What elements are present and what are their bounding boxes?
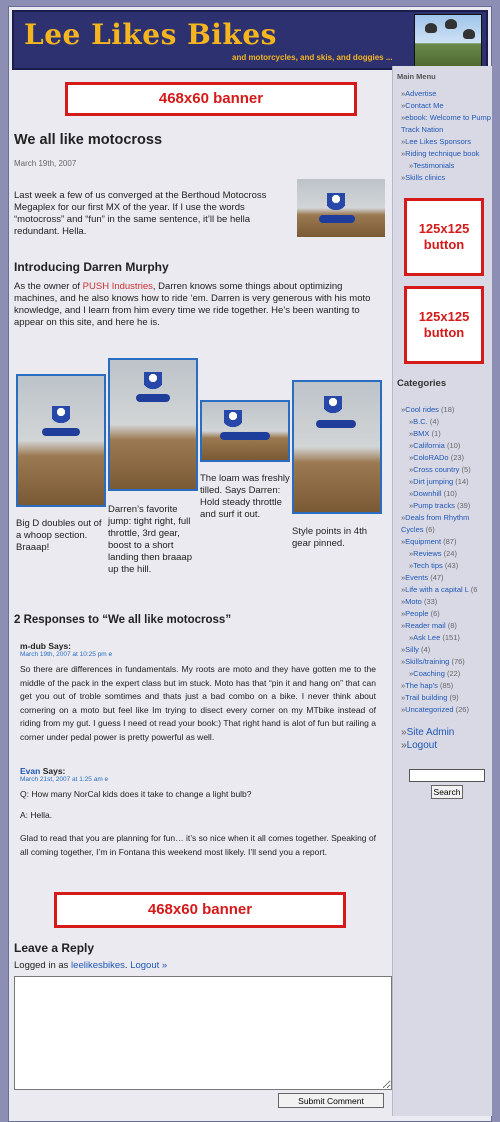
ad-button-text: 125x125 bbox=[418, 221, 470, 236]
comment-body-question: Q: How many NorCal kids does it take to change a light bulb? bbox=[20, 789, 252, 799]
category-item[interactable] bbox=[401, 512, 493, 536]
category-item-count: (6) bbox=[425, 525, 435, 534]
category-item-count: (85) bbox=[439, 681, 454, 690]
comment-textarea[interactable] bbox=[14, 976, 392, 1090]
menu-item[interactable] bbox=[401, 148, 493, 160]
category-item-label[interactable]: Skills/training bbox=[405, 657, 450, 666]
para2-text-post: , Darren knows some things about optimizing machines, and he also knows how to ride ‘em. Darren is very generous with his moto knowledge, and I learn from him every time we ride together. He’s been wanting to appear on this site, and here he is. bbox=[14, 281, 371, 328]
comment-author bbox=[20, 766, 65, 776]
admin-logout-link[interactable]: » Logout bbox=[401, 739, 454, 752]
category-item-label[interactable]: Coaching bbox=[413, 669, 445, 678]
top-banner-ad[interactable]: 468x60 banner bbox=[65, 82, 357, 116]
sidebar-ad-button-1[interactable] bbox=[404, 198, 484, 276]
category-item[interactable] bbox=[401, 644, 493, 656]
post-paragraph-2 bbox=[14, 281, 380, 329]
category-item[interactable] bbox=[401, 572, 493, 584]
category-item-label[interactable]: Equipment bbox=[405, 537, 442, 546]
category-item[interactable] bbox=[401, 536, 493, 548]
main-content bbox=[8, 66, 392, 1116]
category-item-count: (4) bbox=[429, 417, 440, 426]
gallery-photo-4[interactable] bbox=[292, 380, 382, 514]
comment-author-link[interactable]: Evan bbox=[20, 766, 41, 776]
category-item[interactable] bbox=[401, 680, 493, 692]
ad-button-text: button bbox=[423, 325, 465, 340]
menu-item[interactable] bbox=[401, 172, 493, 184]
post-date: March 19th, 2007 bbox=[14, 159, 77, 168]
category-item-label[interactable]: Reader mail bbox=[405, 621, 446, 630]
category-item-count: (23) bbox=[450, 453, 465, 462]
category-item-count: (8) bbox=[447, 621, 457, 630]
comment-body-answer: A: Hella. bbox=[20, 810, 53, 820]
category-item-count: (18) bbox=[441, 405, 455, 414]
search-button[interactable]: Search bbox=[431, 785, 463, 799]
comment-author: m-dub Says: bbox=[20, 641, 72, 651]
category-item-label[interactable]: Deals from Rhythm Cycles bbox=[401, 513, 470, 534]
category-item[interactable] bbox=[401, 692, 493, 704]
sidebar bbox=[392, 66, 492, 1116]
category-item[interactable] bbox=[401, 668, 493, 680]
responses-heading: 2 Responses to “We all like motocross” bbox=[14, 614, 232, 626]
category-item-label[interactable]: BMX bbox=[413, 429, 430, 438]
category-item-label[interactable]: Tech tips bbox=[413, 561, 443, 570]
category-item-count: (33) bbox=[423, 597, 438, 606]
category-item-count: (151) bbox=[442, 633, 460, 642]
gallery-photo-3[interactable] bbox=[200, 400, 290, 462]
category-item-label[interactable]: Ask Lee bbox=[413, 633, 441, 642]
para2-text-pre: As the owner of bbox=[14, 281, 83, 292]
category-item-label[interactable]: Life with a capital L bbox=[405, 585, 469, 594]
category-item-count: (22) bbox=[446, 669, 461, 678]
site-header bbox=[12, 10, 488, 70]
menu-item-label[interactable]: ebook: Welcome to Pump Track Nation bbox=[401, 113, 491, 134]
category-item[interactable] bbox=[401, 608, 493, 620]
menu-item-label[interactable]: Riding technique book bbox=[405, 149, 480, 158]
bottom-banner-ad[interactable]: 468x60 banner bbox=[54, 892, 346, 928]
category-item-count: (76) bbox=[451, 657, 465, 666]
post-subheading: Introducing Darren Murphy bbox=[14, 260, 169, 274]
category-item[interactable] bbox=[401, 632, 493, 644]
category-item-count: (4) bbox=[421, 645, 431, 654]
category-item[interactable] bbox=[401, 656, 493, 668]
category-item-count: (6) bbox=[430, 609, 440, 618]
category-item-label[interactable]: The hap's bbox=[405, 681, 438, 690]
category-item-label[interactable]: ColoRADo bbox=[413, 453, 449, 462]
category-item[interactable] bbox=[401, 584, 493, 596]
categories-list bbox=[401, 404, 493, 716]
menu-item[interactable] bbox=[401, 112, 493, 136]
category-item-label[interactable]: Silly bbox=[405, 645, 419, 654]
category-item-label[interactable]: Dirt jumping bbox=[413, 477, 454, 486]
comment-body: Glad to read that you are planning for fun… it’s so nice when it all comes together. Speaking of all coming together, I’m in Fontana this weekend most likely. I’ll send you a report. bbox=[20, 833, 376, 857]
category-item[interactable] bbox=[401, 428, 493, 440]
admin-links bbox=[401, 726, 454, 752]
category-item[interactable] bbox=[401, 704, 493, 716]
category-item-label[interactable]: Pump tracks bbox=[413, 501, 455, 510]
category-item-count: (1) bbox=[431, 429, 441, 438]
main-menu-heading: Main Menu bbox=[397, 72, 436, 81]
category-item[interactable] bbox=[401, 500, 493, 512]
site-admin-link[interactable]: » Site Admin bbox=[401, 726, 454, 739]
comment-date-link[interactable]: March 19th, 2007 at 10:25 pm e bbox=[20, 651, 113, 658]
category-item-count: (39) bbox=[456, 501, 471, 510]
category-item-count: (14) bbox=[455, 477, 469, 486]
category-item-count: (10) bbox=[443, 489, 457, 498]
main-menu-list bbox=[401, 88, 493, 184]
post-paragraph-1: Last week a few of us converged at the Berthoud Motocross Megaplex for our first MX of the year. If I use the words “motocross” and “fun” in the same sentence, it’ll be hella redundant. Hella. bbox=[14, 190, 267, 237]
category-item[interactable] bbox=[401, 620, 493, 632]
category-item[interactable] bbox=[401, 464, 493, 476]
submit-comment-button[interactable]: Submit Comment bbox=[278, 1093, 384, 1108]
category-item[interactable] bbox=[401, 404, 493, 416]
category-item-label[interactable]: Cool rides bbox=[405, 405, 439, 414]
category-item-count: (9) bbox=[449, 693, 459, 702]
category-item-label[interactable]: Reviews bbox=[413, 549, 442, 558]
photo-caption-2: Darren’s favorite jump: tight right, full throttle, 3rd gear, boost to a short landing then braaap up the hill. bbox=[108, 504, 192, 575]
category-item-count: (43) bbox=[444, 561, 459, 570]
category-item[interactable] bbox=[401, 596, 493, 608]
gallery-photo-2[interactable] bbox=[108, 358, 198, 491]
menu-item-label[interactable]: Lee Likes Sponsors bbox=[405, 137, 472, 146]
category-item-count: (10) bbox=[446, 441, 461, 450]
category-item[interactable] bbox=[401, 548, 493, 560]
menu-item-label[interactable]: Advertise bbox=[405, 89, 437, 98]
category-item-label[interactable]: Cross country bbox=[413, 465, 460, 474]
category-item[interactable] bbox=[401, 476, 493, 488]
category-item[interactable] bbox=[401, 416, 493, 428]
category-item-count: (24) bbox=[443, 549, 457, 558]
ad-button-text: button bbox=[423, 237, 465, 252]
category-item[interactable] bbox=[401, 560, 493, 572]
menu-item[interactable] bbox=[401, 160, 493, 172]
category-item-count: (6 bbox=[470, 585, 478, 594]
category-item-label[interactable]: California bbox=[413, 441, 445, 450]
category-item-label[interactable]: Downhill bbox=[413, 489, 442, 498]
logout-link[interactable]: Logout » bbox=[130, 960, 168, 971]
leave-reply-heading: Leave a Reply bbox=[14, 941, 95, 955]
menu-item[interactable] bbox=[401, 100, 493, 112]
menu-item[interactable] bbox=[401, 136, 493, 148]
menu-item-label[interactable]: Testimonials bbox=[413, 161, 455, 170]
category-item-count: (5) bbox=[461, 465, 471, 474]
category-item-count: (87) bbox=[443, 537, 457, 546]
comment-body: So there are differences in fundamentals. My roots are moto and they have gotten me to the middle of the pack in the expert class but im stuck. Moto has that “pin it and hang on” that can get you out of troble somtimes and thats just a bad combo on a bike. I never think about cornering on a moto but feel like Im trying to disect every corner on my MTbike instead of riding from my gut. I guess I need ot read your book:) That right hand is alot of fun but railing a corner under pedal power is pretty powerful as well. bbox=[20, 664, 376, 742]
category-item-label[interactable]: People bbox=[405, 609, 429, 618]
username-link[interactable]: leelikesbikes bbox=[71, 960, 125, 971]
sidebar-ad-button-2[interactable] bbox=[404, 286, 484, 364]
ad-button-text: 125x125 bbox=[418, 309, 470, 324]
category-item[interactable] bbox=[401, 488, 493, 500]
category-item[interactable] bbox=[401, 440, 493, 452]
search-input[interactable] bbox=[409, 769, 485, 782]
post-photo-intro[interactable] bbox=[297, 179, 385, 237]
gallery-photo-1[interactable] bbox=[16, 374, 106, 507]
category-item-label[interactable]: Events bbox=[405, 573, 429, 582]
menu-item[interactable] bbox=[401, 88, 493, 100]
post-title[interactable]: We all like motocross bbox=[14, 132, 163, 148]
site-tagline: and motorcycles, and skis, and doggies ... bbox=[232, 53, 393, 62]
category-item-count: (47) bbox=[430, 573, 444, 582]
category-item-label[interactable]: Trail building bbox=[405, 693, 448, 702]
photo-caption-3: The loam was freshly tilled. Says Darren: Hold steady throttle and surf it out. bbox=[200, 473, 290, 520]
category-item-count: (26) bbox=[455, 705, 469, 714]
photo-caption-4: Style points in 4th gear pinned. bbox=[292, 526, 367, 549]
comment-date-link[interactable]: March 21st, 2007 at 1:25 am e bbox=[20, 776, 109, 783]
logged-in-prefix: Logged in as bbox=[14, 960, 72, 971]
categories-heading: Categories bbox=[397, 378, 447, 389]
menu-item-label[interactable]: Skills clinics bbox=[405, 173, 446, 182]
category-item[interactable] bbox=[401, 452, 493, 464]
photo-caption-1: Big D doubles out of a whoop section. Braaap! bbox=[16, 518, 102, 553]
category-item-label[interactable]: Moto bbox=[405, 597, 422, 606]
logged-in-line: Logged in as leelikesbikes. Logout » bbox=[14, 960, 168, 971]
push-industries-link[interactable]: PUSH Industries bbox=[82, 281, 153, 292]
header-photo bbox=[414, 14, 482, 67]
category-item-label[interactable]: Uncategorized bbox=[405, 705, 454, 714]
category-item-label[interactable]: B.C. bbox=[413, 417, 428, 426]
comment-author-suffix: Says: bbox=[40, 766, 66, 776]
menu-item-label[interactable]: Contact Me bbox=[405, 101, 444, 110]
site-title[interactable]: Lee Likes Bikes bbox=[24, 18, 277, 51]
